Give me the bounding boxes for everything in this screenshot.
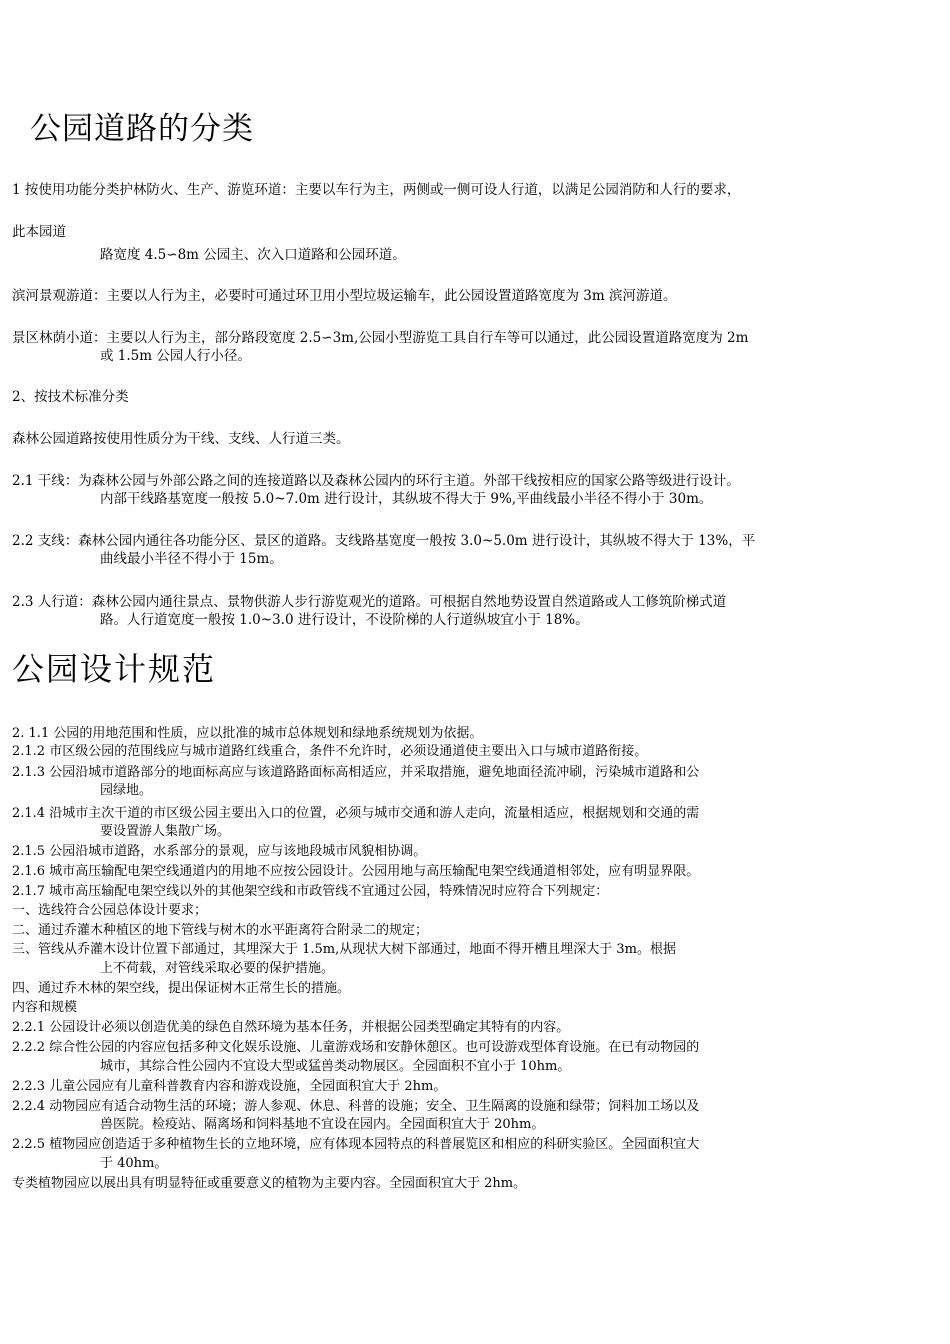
paragraph-branch-road: 2.2 支线：森林公园内通往各功能分区、景区的道路。支线路基宽度一般按 3.0~5.0m 进行设计，其纵坡不得大于 13%，平: [12, 533, 756, 549]
paragraph-footpath: 2.3 人行道：森林公园内通往景点、景物供游人步行游览观光的道路。可根据自然地势设置自然道路或人工修筑阶梯式道: [12, 594, 727, 610]
paragraph-road-types: 森林公园道路按使用性质分为干线、支线、人行道三类。: [12, 431, 350, 447]
clause-2-1-6: 2.1.6 城市高压输配电架空线通道内的用地不应按公园设计。公园用地与高压输配电架空线通道相邻处，应有明显界限。: [12, 864, 700, 879]
clause-2-1-3: 2.1.3 公园沿城市道路部分的地面标高应与该道路路面标高相适应，并采取措施，避免地面径流冲刷，污染城市道路和公: [12, 765, 700, 780]
clause-2-1-1: 2. 1.1 公园的用地范围和性质，应以批准的城市总体规划和绿地系统规划为依据。: [12, 726, 483, 741]
clause-2-2-4: 2.2.4 动物园应有适合动物生活的环境；游人参观、休息、科普的设施；安全、卫生隔离的设施和绿带；饲料加工场以及: [12, 1099, 700, 1114]
paragraph-shaded-path-cont: 或 1.5m 公园人行小径。: [100, 348, 251, 364]
clause-2-2-3: 2.2.3 儿童公园应有儿童科普教育内容和游戏设施，全园面积宜大于 2hm。: [12, 1079, 447, 1094]
rule-three: 三、管线从乔灌木设计位置下部通过，其埋深大于 1.5m,从现状大树下部通过，地面不得开槽且埋深大于 3m。根据: [12, 942, 676, 957]
clause-2-2-2-cont: 城市，其综合性公园内不宜设大型或猛兽类动物展区。全园面积不宜小于 10hm。: [100, 1059, 571, 1074]
section-title-road-classification: 公园道路的分类: [30, 111, 254, 147]
rule-three-cont: 上不荷载，对管线采取必要的保护措施。: [100, 961, 335, 976]
paragraph-main-road-cont: 内部干线路基宽度一般按 5.0~7.0m 进行设计，其纵坡不得大于 9%,平曲线最小半径不得小于 30m。: [100, 491, 713, 507]
clause-2-2-1: 2.2.1 公园设计必须以创造优美的绿色自然环境为基本任务，并根据公园类型确定其特有的内容。: [12, 1020, 570, 1035]
paragraph-riverside-path: 滨河景观游道：主要以人行为主，必要时可通过环卫用小型垃圾运输车，此公园设置道路宽度为 3m 滨河游道。: [12, 288, 677, 304]
clause-2-2-5: 2.2.5 植物园应创造适于多种植物生长的立地环境，应有体现本园特点的科普展览区和相应的科研实验区。全园面积宜大: [12, 1137, 700, 1152]
clause-2-1-4: 2.1.4 沿城市主次干道的市区级公园主要出入口的位置，必须与城市交通和游人走向，流量相适应，根据规划和交通的需: [12, 806, 700, 821]
section-title-park-design-code: 公园设计规范: [12, 650, 217, 688]
paragraph-function-classification-cont: 此本园道: [12, 224, 66, 240]
clause-2-1-5: 2.1.5 公园沿城市道路，水系部分的景观，应与该地段城市风貌相协调。: [12, 844, 427, 859]
clause-2-2-4-cont: 兽医院。检疫站、隔离场和饲料基地不宜设在园内。全园面积宜大于 20hm。: [100, 1117, 545, 1132]
paragraph-footpath-cont: 路。人行道宽度一般按 1.0~3.0 进行设计，不设阶梯的人行道纵坡宜小于 18%。: [100, 612, 589, 628]
clause-2-1-2: 2.1.2 市区级公园的范围线应与城市道路红线重合，条件不允许时，必须设通道使主要出入口与城市道路衔接。: [12, 744, 648, 759]
clause-2-1-3-cont: 园绿地。: [100, 783, 153, 798]
paragraph-function-classification: 1 按使用功能分类护林防火、生产、游览环道：主要以车行为主，两侧或一侧可设人行道，以满足公园消防和人行的要求，: [12, 182, 741, 198]
paragraph-branch-road-cont: 曲线最小半径不得小于 15m。: [100, 551, 283, 567]
paragraph-specialized-botanical-garden: 专类植物园应以展出具有明显特征或重要意义的植物为主要内容。全园面积宜大于 2hm。: [12, 1176, 527, 1191]
clause-2-2-5-cont: 于 40hm。: [100, 1156, 168, 1171]
paragraph-function-classification-width: 路宽度 4.5∽8m 公园主、次入口道路和公园环道。: [100, 247, 406, 263]
paragraph-main-road: 2.1 干线：为森林公园与外部公路之间的连接道路以及森林公园内的环行主道。外部干线按相应的国家公路等级进行设计。: [12, 473, 740, 489]
rule-four: 四、通过乔木林的架空线，提出保证树木正常生长的措施。: [12, 981, 351, 996]
subheading-content-scale: 内容和规模: [12, 1000, 78, 1015]
clause-2-2-2: 2.2.2 综合性公园的内容应包括多种文化娱乐设施、儿童游戏场和安静休憩区。也可设游戏型体育设施。在已有动物园的: [12, 1040, 700, 1055]
rule-two: 二、通过乔灌木种植区的地下管线与树木的水平距离符合附录二的规定；: [12, 923, 429, 938]
clause-2-1-7: 2.1.7 城市高压输配电架空线以外的其他架空线和市政管线不宜通过公园，特殊情况时应符合下列规定：: [12, 884, 609, 899]
clause-2-1-4-cont: 要设置游人集散广场。: [100, 824, 231, 839]
paragraph-technical-classification: 2、按技术标准分类: [12, 389, 129, 405]
paragraph-shaded-path: 景区林荫小道：主要以人行为主，部分路段宽度 2.5∽3m,公园小型游览工具自行车等可以通过，此公园设置道路宽度为 2m: [12, 330, 749, 346]
rule-one: 一、选线符合公园总体设计要求；: [12, 903, 208, 918]
